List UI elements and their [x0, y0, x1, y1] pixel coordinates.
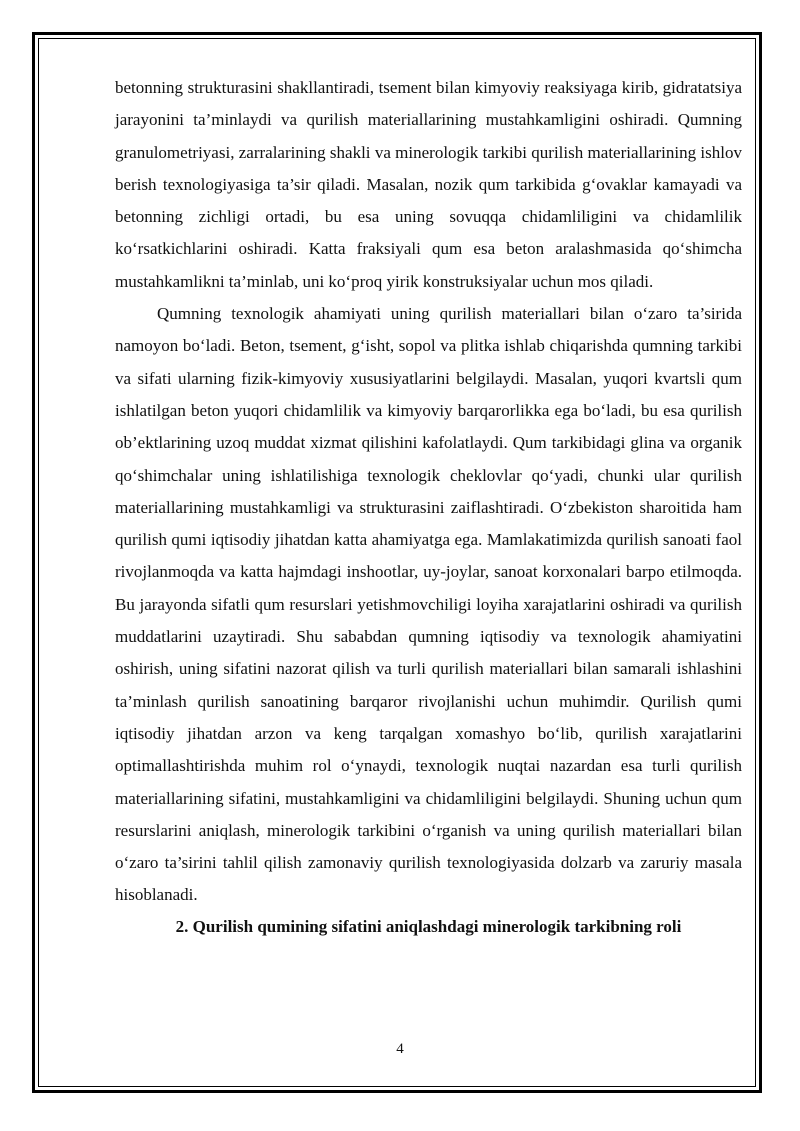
paragraph-technological-importance: Qumning texnologik ahamiyati uning qurilish materiallari bilan o‘zaro ta’sirida namoyon bo‘ladi. Beton, tsement, g‘isht, sopol va plitka ishlab chiqarishda qumning tarkibi va sifati ularning fizik-kimyoviy xususiyatlarini belgilaydi. Masalan, yuqori kvartsli qum ishlatilgan beton yuqori chidamlilik va kimyoviy barqarorlikka ega bo‘ladi, bu esa qurilish ob’ektlarining uzoq muddat xizmat qilishini kafolatlaydi. Qum tarkibidagi glina va organik qo‘shimchalar uning ishlatilishiga texnologik cheklovlar qo‘yadi, chunki ular qurilish materiallarining mustahkamligi va strukturasini zaiflashtiradi. O‘zbekiston sharoitida ham qurilish qumi iqtisodiy jihatdan katta ahamiyatga ega. Mamlakatimizda qurilish sanoati faol rivojlanmoqda va katta hajmdagi inshootlar, uy-joylar, sanoat korxonalari barpo etilmoqda. Bu jarayonda sifatli qum resurslari yetishmovchiligi loyiha xarajatlarini oshiradi va qurilish muddatlarini uzaytiradi. Shu sababdan qumning iqtisodiy va texnologik ahamiyatini oshirish, uning sifatini nazorat qilish va turli qurilish materiallari bilan samarali ishlashini ta’minlash qurilish sanoatining barqaror rivojlanishi uchun muhimdir. Qurilish qumi iqtisodiy jihatdan arzon va keng tarqalgan xomashyo bo‘lib, qurilish xarajatlarini optimallashtirishda muhim rol o‘ynaydi, texnologik nuqtai nazardan esa turli qurilish materiallarining sifatini, mustahkamligini va chidamliligini belgilaydi. Shuning uchun qum resurslarini aniqlash, minerologik tarkibini o‘rganish va uning qurilish materiallari bilan o‘zaro ta’sirini tahlil qilish zamonaviy qurilish texnologiyasida dolzarb va zaruriy masala hisoblanadi.	[115, 304, 742, 905]
section-heading: 2. Qurilish qumining sifatini aniqlashdagi minerologik tarkibning roli	[175, 916, 682, 936]
page-number: 4	[396, 1041, 404, 1057]
paragraph-continuation: betonning strukturasini shakllantiradi, tsement bilan kimyoviy reaksiyaga kirib, gidratatsiya jarayonini ta’minlaydi va qurilish materiallarining mustahkamligini oshiradi. Qumning granulometriyasi, zarralarining shakli va minerologik tarkibi qurilish materiallarining ishlov berish texnologiyasiga ta’sir qiladi. Masalan, nozik qum tarkibida g‘ovaklar kamayadi va betonning zichligi ortadi, bu esa uning sovuqqa chidamliligini va chidamlilik ko‘rsatkichlarini oshiradi. Katta fraksiyali qum esa beton aralashmasida qo‘shimcha mustahkamlikni ta’minlab, uni ko‘proq yirik konstruksiyalar uchun mos qiladi.	[115, 78, 742, 291]
document-body	[115, 72, 742, 942]
